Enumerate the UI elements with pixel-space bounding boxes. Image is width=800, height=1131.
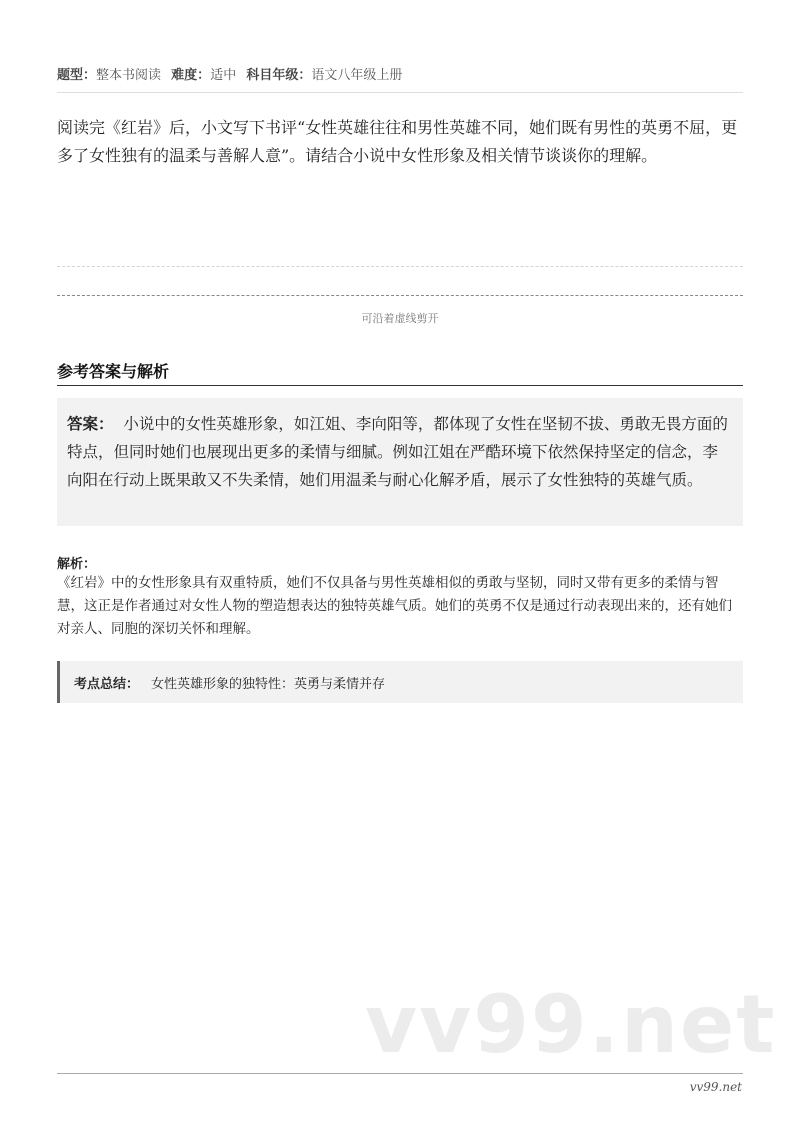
section-divider [57, 385, 743, 386]
question-text: 阅读完《红岩》后，小文写下书评“女性英雄往往和男性英雄不同，她们既有男性的英勇不屈，更多了女性独有的温柔与善解人意”。请结合小说中女性形象及相关情节谈谈你的理解。 [57, 118, 738, 165]
difficulty-value: 适中 [210, 68, 237, 83]
footer-site: vv99.net [689, 1080, 742, 1094]
subject-value: 语文八年级上册 [311, 68, 403, 83]
answer-text: 小说中的女性英雄形象，如江姐、李向阳等，都体现了女性在坚韧不拔、勇敢无畏方面的特点，但同时她们也展现出更多的柔情与细腻。例如江姐在严酷环境下依然保持坚定的信念，李向阳在行动上既果敢又不失柔情，她们用温柔与耐心化解矛盾，展示了女性独特的英雄气质。 [67, 415, 728, 489]
answer-label: 答案： [67, 415, 114, 433]
watermark: vv99.net [365, 978, 777, 1071]
answer-space-line [57, 266, 743, 267]
analysis-label: 解析： [57, 557, 97, 572]
question-meta [57, 64, 402, 83]
answer-box [57, 398, 743, 526]
footer-divider [57, 1073, 743, 1074]
meta-divider [57, 92, 743, 93]
cut-label: 可沿着虚线剪开 [361, 312, 439, 325]
summary-box [57, 661, 743, 703]
answer-paragraph [67, 410, 733, 494]
summary-text: 女性英雄形象的独特性：英勇与柔情并存 [151, 676, 386, 692]
type-value: 整本书阅读 [96, 68, 162, 83]
difficulty-label: 难度： [171, 68, 211, 83]
section-title: 参考答案与解析 [57, 362, 170, 381]
cut-line [57, 295, 743, 296]
analysis-text: 《红岩》中的女性形象具有双重特质，她们不仅具备与男性英雄相似的勇敢与坚韧，同时又带有更多的柔情与智慧，这正是作者通过对女性人物的塑造想表达的独特英雄气质。她们的英勇不仅是通过行动表现出来的，还有她们对亲人、同胞的深切关怀和理解。 [57, 575, 732, 637]
subject-label: 科目年级： [246, 68, 312, 83]
type-label: 题型： [57, 68, 97, 83]
summary-label: 考点总结： [74, 676, 140, 692]
